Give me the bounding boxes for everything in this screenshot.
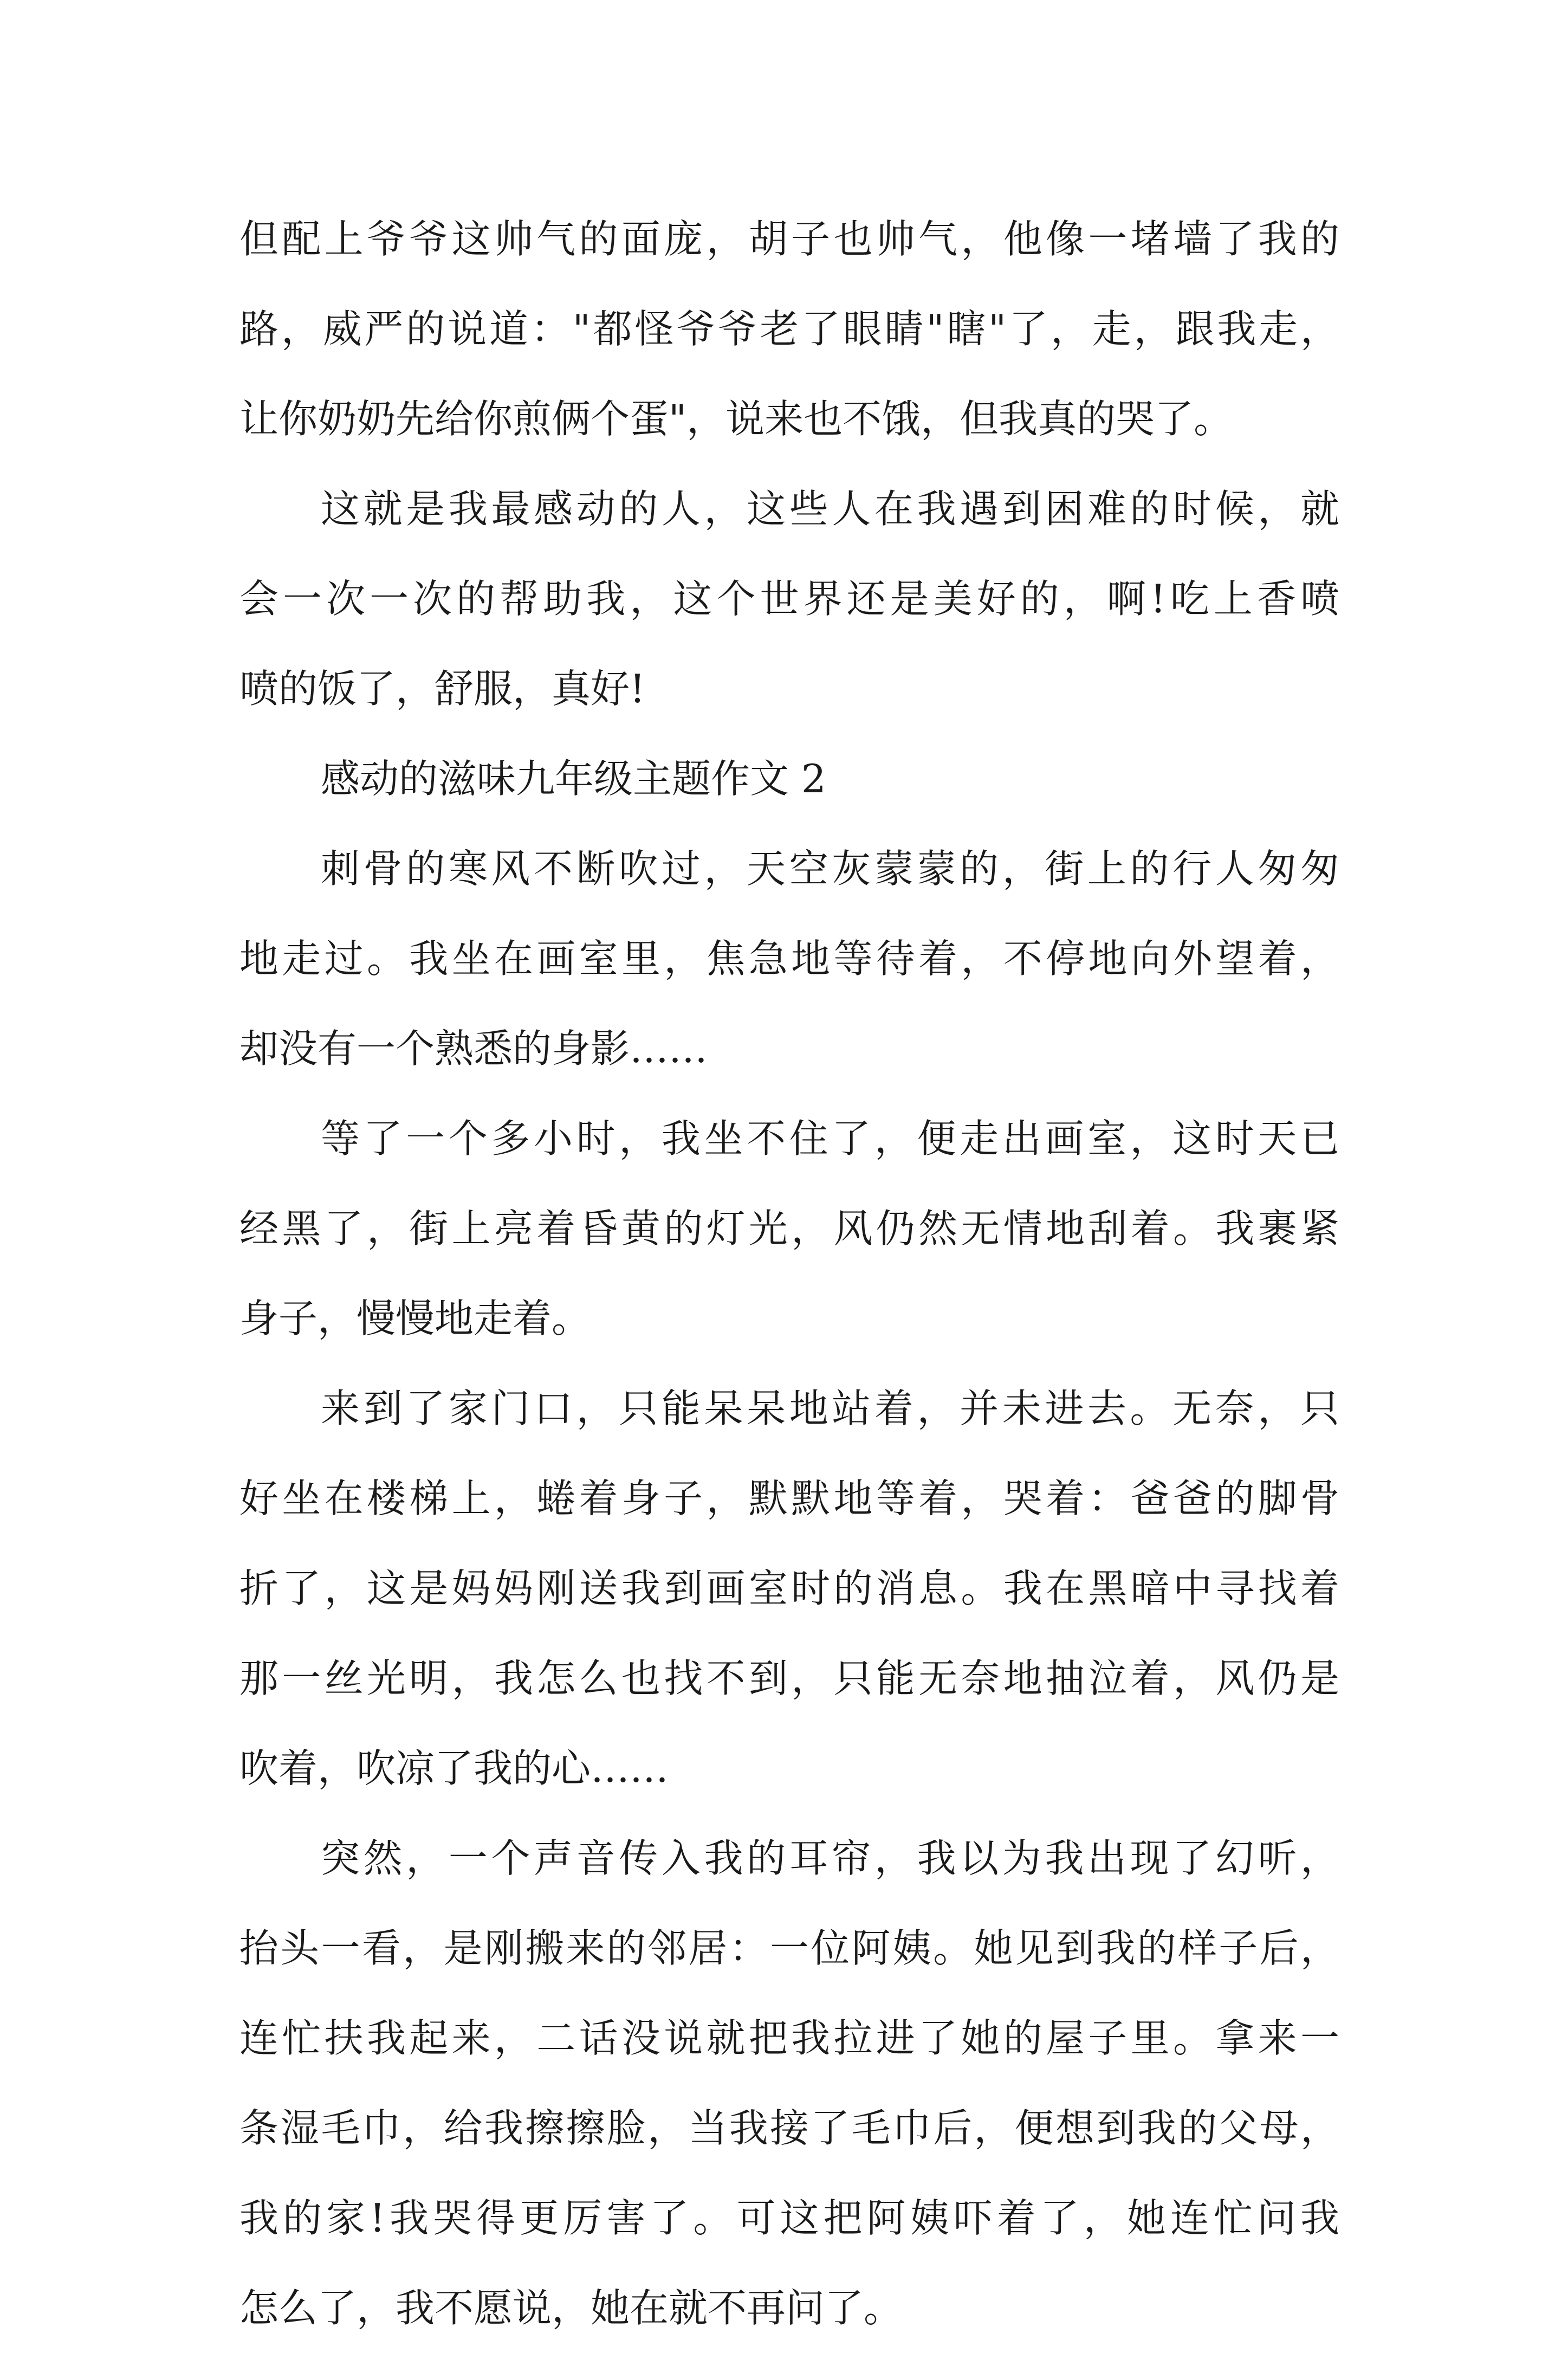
text-line: 等了一个多小时，我坐不住了，便走出画室，这时天已 xyxy=(321,1116,1339,1161)
text-line: 路，威严的说道："都怪爷爷老了眼睛"瞎"了，走，跟我走， xyxy=(239,306,1339,352)
text-line: 地走过。我坐在画室里，焦急地等待着，不停地向外望着， xyxy=(239,936,1339,981)
essay-title-text: 感动的滋味九年级主题作文 2 xyxy=(321,756,826,801)
paragraph-conclusion xyxy=(239,464,1339,734)
paragraph-grandpa-ending xyxy=(239,194,1339,464)
text-line: 突然，一个声音传入我的耳帘，我以为我出现了幻听， xyxy=(321,1835,1339,1881)
text-line: 怎么了，我不愿说，她在就不再问了。 xyxy=(239,2285,903,2331)
text-line: 喷的饭了，舒服，真好! xyxy=(239,666,645,712)
text-line: 这就是我最感动的人，这些人在我遇到困难的时候，就 xyxy=(321,486,1339,532)
paragraph-waiting xyxy=(239,1094,1339,1363)
text-line: 折了，这是妈妈刚送我到画室时的消息。我在黑暗中寻找着 xyxy=(239,1566,1339,1611)
text-line: 身子，慢慢地走着。 xyxy=(239,1296,591,1341)
text-line: 吹着，吹凉了我的心…… xyxy=(239,1746,669,1791)
essay-title xyxy=(239,734,1339,824)
text-line: 让你奶奶先给你煎俩个蛋"，说来也不饿，但我真的哭了。 xyxy=(239,396,1233,442)
paragraph-cold-wind xyxy=(239,824,1339,1094)
text-line: 我的家!我哭得更厉害了。可这把阿姨吓着了，她连忙问我 xyxy=(239,2195,1339,2241)
text-line: 会一次一次的帮助我，这个世界还是美好的，啊!吃上香喷 xyxy=(239,576,1339,622)
text-line: 条湿毛巾，给我擦擦脸，当我接了毛巾后，便想到我的父母， xyxy=(239,2105,1339,2151)
text-line: 经黑了，街上亮着昏黄的灯光，风仍然无情地刮着。我裹紧 xyxy=(239,1206,1339,1251)
paragraph-neighbor xyxy=(239,1813,1339,2353)
document-body xyxy=(239,194,1339,2353)
text-line: 好坐在楼梯上，蜷着身子，默默地等着，哭着：爸爸的脚骨 xyxy=(239,1476,1339,1521)
text-line: 来到了家门口，只能呆呆地站着，并未进去。无奈，只 xyxy=(321,1386,1339,1431)
text-line: 那一丝光明，我怎么也找不到，只能无奈地抽泣着，风仍是 xyxy=(239,1656,1339,1701)
text-line: 连忙扶我起来，二话没说就把我拉进了她的屋子里。拿来一 xyxy=(239,2015,1339,2061)
text-line: 但配上爷爷这帅气的面庞，胡子也帅气，他像一堵墙了我的 xyxy=(239,216,1339,262)
paragraph-home-door xyxy=(239,1363,1339,1813)
text-line: 抬头一看，是刚搬来的邻居：一位阿姨。她见到我的样子后， xyxy=(239,1925,1339,1971)
text-line: 刺骨的寒风不断吹过，天空灰蒙蒙的，街上的行人匆匆 xyxy=(321,846,1339,891)
text-line: 却没有一个熟悉的身影…… xyxy=(239,1026,708,1071)
